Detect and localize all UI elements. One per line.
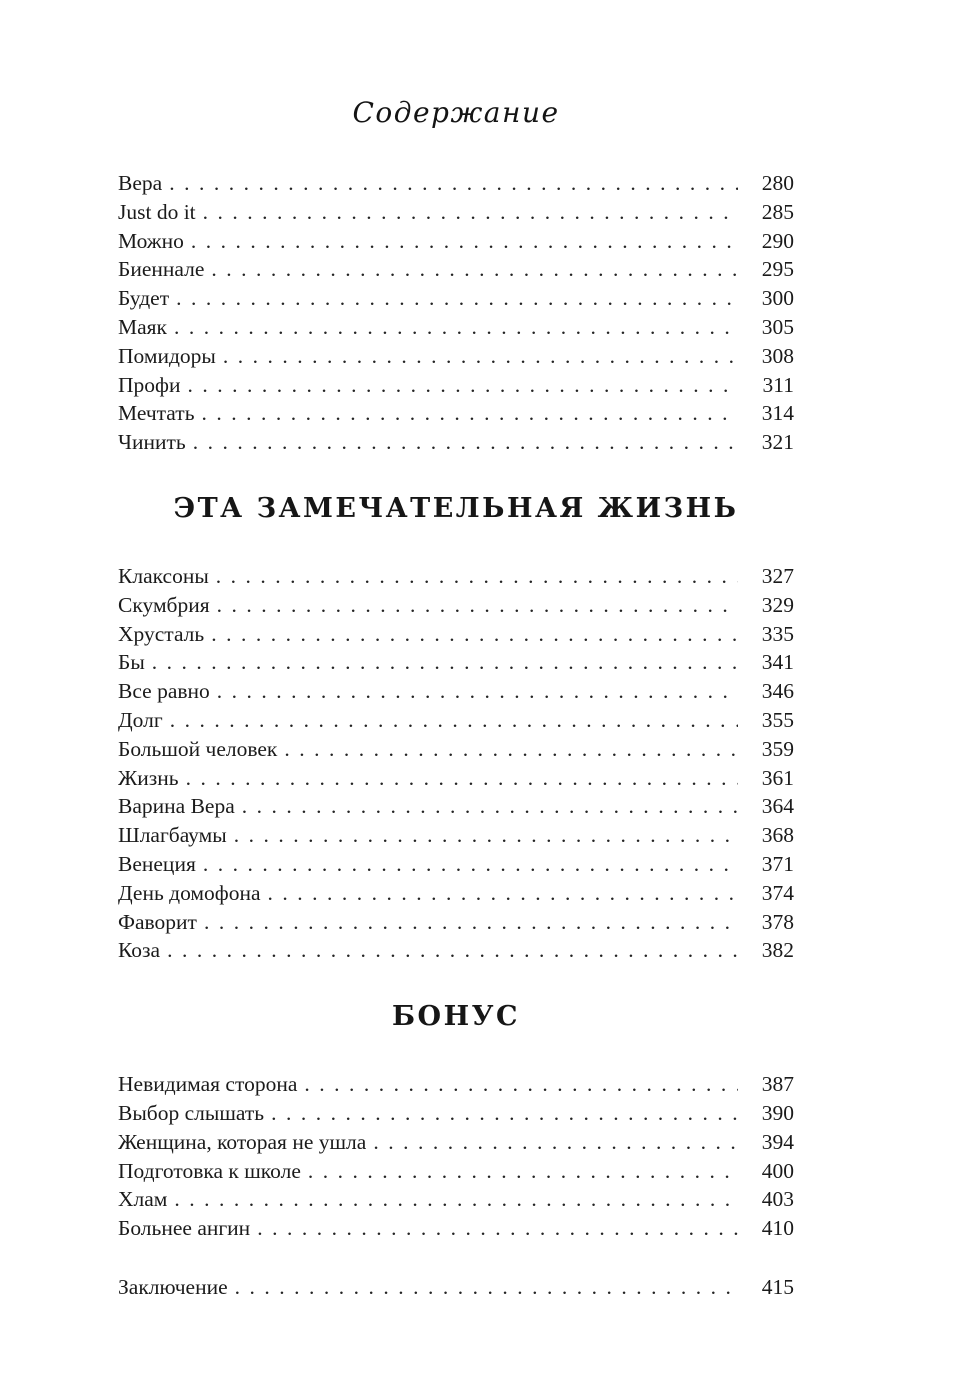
dot-leader <box>152 648 738 677</box>
toc-section <box>118 493 794 965</box>
dot-leader <box>373 1128 738 1157</box>
toc-entry-title: Бы <box>118 650 145 675</box>
toc-entry-page: 374 <box>761 880 794 905</box>
dot-leader <box>284 735 738 764</box>
dot-leader <box>174 313 738 342</box>
toc-entry-page: 394 <box>761 1129 794 1154</box>
toc-entry-title: Будет <box>118 286 170 311</box>
toc-entry-page: 311 <box>762 372 794 397</box>
toc-entry <box>118 821 794 850</box>
section-heading: БОНУС <box>391 1001 520 1033</box>
toc-entry <box>118 227 794 256</box>
toc-entry <box>118 1128 794 1157</box>
dot-leader <box>308 1157 738 1186</box>
toc-entry-page: 335 <box>761 621 794 646</box>
dot-leader <box>211 255 738 284</box>
toc-entry-page: 378 <box>761 909 794 934</box>
dot-leader <box>176 284 738 313</box>
toc-entry <box>118 371 794 400</box>
toc-entry <box>118 792 794 821</box>
toc-entry-title: Невидимая сторона <box>118 1072 298 1097</box>
toc-entry <box>118 850 794 879</box>
toc-entry-title: Варина Вера <box>118 794 235 819</box>
toc-entry-title: Клаксоны <box>118 563 209 588</box>
toc-entry <box>118 648 794 677</box>
toc-entry <box>118 1273 794 1302</box>
toc-entry <box>118 879 794 908</box>
toc-entry-title: Большой человек <box>118 736 278 761</box>
toc-entry-page: 314 <box>761 401 794 426</box>
toc-entry-title: Жизнь <box>118 765 179 790</box>
toc-entry-title: Помидоры <box>118 343 216 368</box>
toc-entry-page: 359 <box>761 736 794 761</box>
toc-entry-page: 355 <box>761 707 794 732</box>
dot-leader <box>242 792 738 821</box>
toc-entry-title: Выбор слышать <box>118 1100 265 1125</box>
dot-leader <box>211 620 738 649</box>
dot-leader <box>304 1070 738 1099</box>
toc-entry-title: Скумбрия <box>118 592 210 617</box>
toc-entry-page: 346 <box>761 679 794 704</box>
toc-entry <box>118 1099 794 1128</box>
toc-section <box>118 1001 794 1243</box>
toc-entry <box>118 677 794 706</box>
toc-entry-title: Заключение <box>118 1274 228 1299</box>
dot-leader <box>169 169 738 198</box>
toc-entry-page: 387 <box>761 1072 794 1097</box>
toc-entry-title: Шлагбаумы <box>118 823 227 848</box>
toc-entry-title: Женщина, которая не ушла <box>118 1129 367 1154</box>
dot-leader <box>186 764 738 793</box>
toc-entry-title: Все равно <box>118 679 210 704</box>
toc-entry <box>118 908 794 937</box>
toc-entry-title: Чинить <box>118 430 186 455</box>
toc-section <box>118 1273 794 1302</box>
dot-leader <box>193 428 738 457</box>
page-title: Содержание <box>352 96 560 129</box>
dot-leader <box>257 1214 738 1243</box>
toc-entry-title: Маяк <box>118 314 167 339</box>
toc-entry-page: 321 <box>761 430 794 455</box>
toc-entry-page: 308 <box>761 343 794 368</box>
dot-leader <box>216 562 738 591</box>
dot-leader <box>235 1273 738 1302</box>
toc-sections <box>118 169 794 1302</box>
dot-leader <box>234 821 738 850</box>
toc-entry <box>118 1070 794 1099</box>
toc-entry-title: Just do it <box>118 199 196 224</box>
toc-entry <box>118 562 794 591</box>
toc-entry-title: Мечтать <box>118 401 195 426</box>
toc-entry-page: 329 <box>761 592 794 617</box>
toc-entry-page: 410 <box>761 1216 794 1241</box>
toc-entry <box>118 936 794 965</box>
toc-entry-title: Подготовка к школе <box>118 1158 301 1183</box>
section-heading: ЭТА ЗАМЕЧАТЕЛЬНАЯ ЖИЗНЬ <box>173 492 739 524</box>
toc-entry <box>118 620 794 649</box>
dot-leader <box>271 1099 738 1128</box>
toc-entry <box>118 1214 794 1243</box>
toc-entry-title: Можно <box>118 228 184 253</box>
toc-entry <box>118 591 794 620</box>
dot-leader <box>204 908 738 937</box>
toc-entry-title: Профи <box>118 372 181 397</box>
toc-entry-title: Венеция <box>118 851 196 876</box>
dot-leader <box>268 879 738 908</box>
toc-entry <box>118 342 794 371</box>
toc-section <box>118 169 794 457</box>
toc-entry-title: День домофона <box>118 880 261 905</box>
dot-leader <box>217 677 738 706</box>
toc-entry-page: 285 <box>761 199 794 224</box>
toc-entry-page: 368 <box>761 823 794 848</box>
dot-leader <box>191 227 738 256</box>
toc-entry <box>118 169 794 198</box>
dot-leader <box>170 706 738 735</box>
toc-entry <box>118 1157 794 1186</box>
toc-entry-title: Биеннале <box>118 257 205 282</box>
toc-entry-title: Коза <box>118 938 161 963</box>
toc-entry-page: 327 <box>761 563 794 588</box>
dot-leader <box>202 399 739 428</box>
toc-entry-title: Хрусталь <box>118 621 205 646</box>
toc-entry <box>118 399 794 428</box>
dot-leader <box>203 198 738 227</box>
toc-entry <box>118 764 794 793</box>
dot-leader <box>167 936 738 965</box>
dot-leader <box>217 591 738 620</box>
toc-entry-page: 403 <box>761 1187 794 1212</box>
toc-entry <box>118 706 794 735</box>
toc-entry-title: Вера <box>118 171 163 195</box>
dot-leader <box>174 1185 738 1214</box>
toc-entry-page: 390 <box>761 1100 794 1125</box>
dot-leader <box>203 850 738 879</box>
toc-entry-page: 364 <box>761 794 794 819</box>
toc-entry <box>118 735 794 764</box>
toc-entry-title: Хлам <box>118 1187 168 1212</box>
dot-leader <box>187 371 738 400</box>
toc-entry-page: 371 <box>761 851 794 876</box>
toc-entry-title: Больнее ангин <box>118 1216 251 1241</box>
toc-entry-page: 290 <box>761 228 794 253</box>
toc-entry-page: 300 <box>761 286 794 311</box>
toc-entry <box>118 255 794 284</box>
toc-entry-page: 361 <box>761 765 794 790</box>
toc-entry-page: 280 <box>761 171 794 195</box>
toc-entry-page: 341 <box>761 650 794 675</box>
toc-entry-page: 415 <box>761 1274 794 1299</box>
dot-leader <box>223 342 738 371</box>
toc-entry-page: 382 <box>761 938 794 963</box>
toc-entry-title: Долг <box>118 707 163 732</box>
toc-entry <box>118 313 794 342</box>
toc-entry <box>118 1185 794 1214</box>
toc-entry <box>118 284 794 313</box>
toc-entry <box>118 198 794 227</box>
toc-entry-page: 305 <box>761 314 794 339</box>
toc-entry-title: Фаворит <box>118 909 197 934</box>
toc-entry <box>118 428 794 457</box>
toc-entry-page: 295 <box>761 257 794 282</box>
toc-entry-page: 400 <box>761 1158 794 1183</box>
